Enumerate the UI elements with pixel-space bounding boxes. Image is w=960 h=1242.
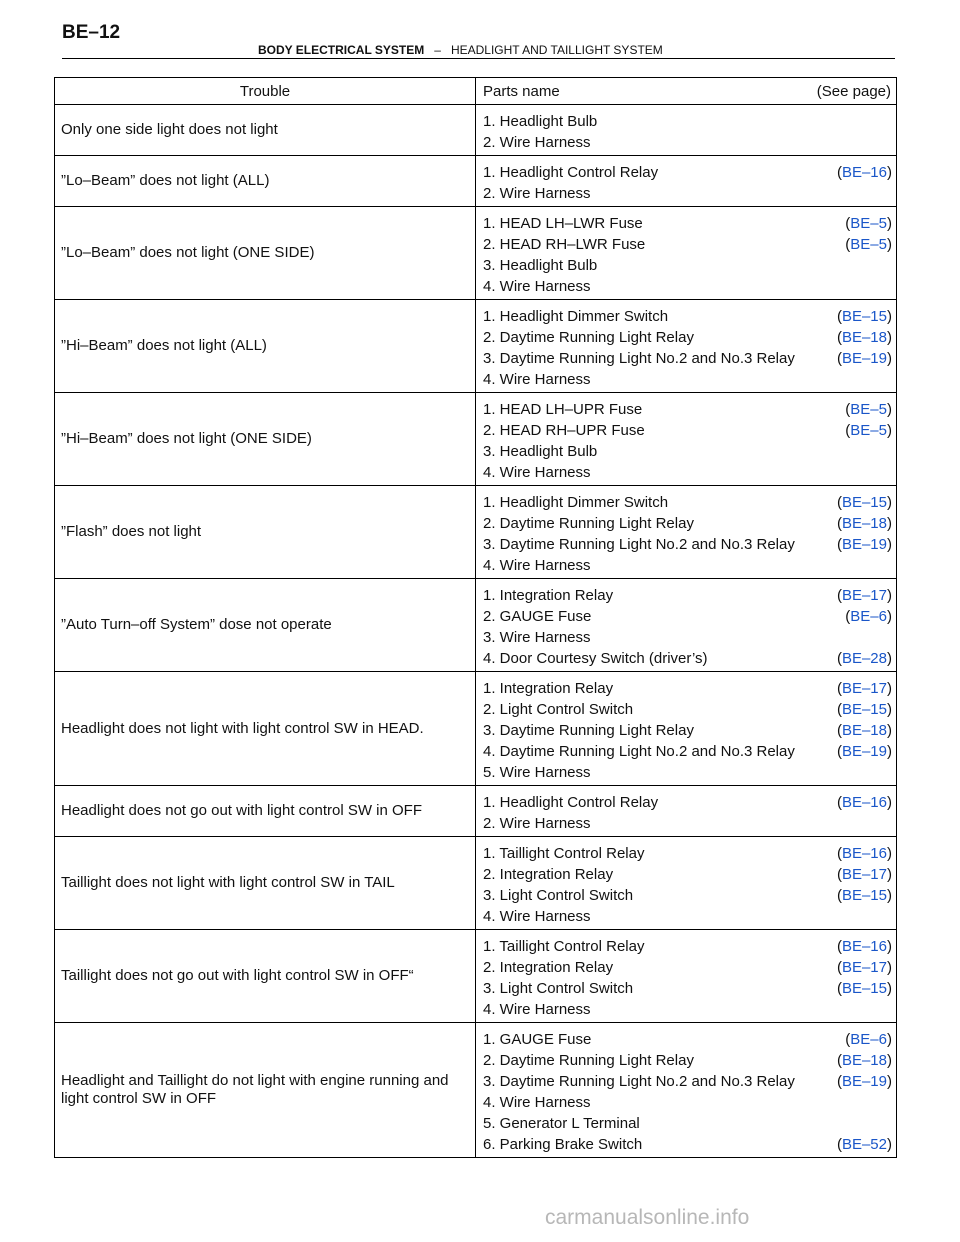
- part-name: 4. Wire Harness: [483, 557, 591, 574]
- part-item: [483, 864, 892, 885]
- parts-cell: [476, 393, 897, 486]
- part-item: [483, 1050, 892, 1071]
- table-header-row: [55, 78, 897, 105]
- part-name: 1. Integration Relay: [483, 680, 614, 697]
- page-reference: (BE–17): [836, 587, 892, 604]
- page-reference-link[interactable]: BE–15: [841, 980, 887, 997]
- part-item: [483, 648, 892, 669]
- page-reference-link[interactable]: BE–18: [841, 329, 887, 346]
- part-item: [483, 906, 892, 927]
- table-row: [55, 207, 897, 300]
- part-name: 6. Parking Brake Switch: [483, 1136, 643, 1153]
- page-reference-link[interactable]: BE–18: [841, 1052, 887, 1069]
- page-reference: (BE–18): [836, 329, 892, 346]
- page-reference: (BE–15): [836, 887, 892, 904]
- page-reference-link[interactable]: BE–52: [841, 1136, 887, 1153]
- table-row: [55, 786, 897, 837]
- page-reference: (BE–16): [836, 938, 892, 955]
- trouble-column-header: Trouble: [55, 78, 476, 105]
- part-item: [483, 276, 892, 297]
- subsystem-name: HEADLIGHT AND TAILLIGHT SYSTEM: [450, 43, 663, 57]
- part-name: 4. Wire Harness: [483, 371, 591, 388]
- page-reference: (BE–5): [845, 401, 892, 418]
- part-name: 4. Wire Harness: [483, 1001, 591, 1018]
- part-item: [483, 957, 892, 978]
- part-name: 3. Daytime Running Light Relay: [483, 722, 694, 739]
- page-reference: (BE–16): [836, 794, 892, 811]
- page-reference-link[interactable]: BE–6: [850, 608, 887, 625]
- part-name: 1. Headlight Control Relay: [483, 164, 659, 181]
- parts-cell: [476, 156, 897, 207]
- page-reference-link[interactable]: BE–16: [841, 938, 887, 955]
- part-item: [483, 513, 892, 534]
- page-reference-link[interactable]: BE–5: [850, 215, 887, 232]
- page-reference: (BE–19): [836, 743, 892, 760]
- part-name: 3. Daytime Running Light No.2 and No.3 Relay: [483, 1073, 795, 1090]
- page-reference: (BE–17): [836, 866, 892, 883]
- part-item: [483, 348, 892, 369]
- part-item: [483, 813, 892, 834]
- trouble-table: [54, 77, 897, 1158]
- part-item: [483, 162, 892, 183]
- parts-cell: [476, 930, 897, 1023]
- page-reference: (BE–28): [836, 650, 892, 667]
- part-item: [483, 132, 892, 153]
- part-name: 1. Taillight Control Relay: [483, 845, 645, 862]
- part-item: [483, 327, 892, 348]
- trouble-cell: Only one side light does not light: [55, 105, 476, 156]
- part-name: 2. Wire Harness: [483, 185, 591, 202]
- part-name: 2. Wire Harness: [483, 815, 591, 832]
- section-title: [258, 43, 663, 57]
- part-item: [483, 699, 892, 720]
- page-reference-link[interactable]: BE–18: [841, 515, 887, 532]
- part-name: 3. Light Control Switch: [483, 887, 634, 904]
- page-reference-link[interactable]: BE–16: [841, 794, 887, 811]
- page-reference-link[interactable]: BE–17: [841, 587, 887, 604]
- parts-cell: [476, 579, 897, 672]
- page-reference: (BE–18): [836, 1052, 892, 1069]
- part-item: [483, 255, 892, 276]
- part-name: 2. Wire Harness: [483, 134, 591, 151]
- part-name: 1. Headlight Dimmer Switch: [483, 308, 669, 325]
- page-reference-link[interactable]: BE–16: [841, 164, 887, 181]
- page-reference-link[interactable]: BE–19: [841, 536, 887, 553]
- page-reference-link[interactable]: BE–6: [850, 1031, 887, 1048]
- table-row: [55, 300, 897, 393]
- part-name: 2. Daytime Running Light Relay: [483, 1052, 694, 1069]
- part-item: [483, 1113, 892, 1134]
- page-reference-link[interactable]: BE–17: [841, 959, 887, 976]
- part-name: 2. Light Control Switch: [483, 701, 634, 718]
- part-item: [483, 399, 892, 420]
- part-item: [483, 978, 892, 999]
- page-reference: (BE–6): [845, 608, 892, 625]
- parts-column-header: [476, 78, 897, 105]
- part-item: [483, 1071, 892, 1092]
- page-reference-link[interactable]: BE–5: [850, 422, 887, 439]
- parts-cell: [476, 486, 897, 579]
- trouble-cell: ”Flash” does not light: [55, 486, 476, 579]
- page-reference: (BE–18): [836, 722, 892, 739]
- part-item: [483, 678, 892, 699]
- parts-name-header: Parts name: [483, 82, 560, 100]
- page-reference-link[interactable]: BE–28: [841, 650, 887, 667]
- part-name: 1. Taillight Control Relay: [483, 938, 645, 955]
- parts-cell: [476, 105, 897, 156]
- page-reference: (BE–5): [845, 215, 892, 232]
- trouble-cell: Headlight and Taillight do not light with engine running and light control SW in OFF: [55, 1023, 476, 1158]
- page-reference: (BE–17): [836, 959, 892, 976]
- part-name: 5. Generator L Terminal: [483, 1115, 640, 1132]
- part-item: [483, 606, 892, 627]
- part-item: [483, 585, 892, 606]
- parts-cell: [476, 207, 897, 300]
- part-item: [483, 306, 892, 327]
- page-reference: (BE–6): [845, 1031, 892, 1048]
- part-item: [483, 720, 892, 741]
- parts-cell: [476, 1023, 897, 1158]
- part-name: 1. Headlight Dimmer Switch: [483, 494, 669, 511]
- part-name: 2. Daytime Running Light Relay: [483, 329, 694, 346]
- page-reference: (BE–15): [836, 494, 892, 511]
- page-reference-link[interactable]: BE–19: [841, 1073, 887, 1090]
- header-rule: [62, 58, 895, 59]
- table-row: [55, 105, 897, 156]
- part-name: 3. Headlight Bulb: [483, 257, 598, 274]
- part-name: 3. Daytime Running Light No.2 and No.3 Relay: [483, 536, 795, 553]
- table-row: [55, 1023, 897, 1158]
- part-name: 2. Integration Relay: [483, 866, 614, 883]
- trouble-cell: Headlight does not light with light control SW in HEAD.: [55, 672, 476, 786]
- part-name: 3. Light Control Switch: [483, 980, 634, 997]
- part-item: [483, 369, 892, 390]
- part-item: [483, 627, 892, 648]
- part-item: [483, 492, 892, 513]
- part-name: 1. Headlight Control Relay: [483, 794, 659, 811]
- part-name: 5. Wire Harness: [483, 764, 591, 781]
- parts-cell: [476, 837, 897, 930]
- part-name: 4. Wire Harness: [483, 464, 591, 481]
- part-item: [483, 234, 892, 255]
- part-item: [483, 1134, 892, 1155]
- table-row: [55, 672, 897, 786]
- trouble-cell: ”Lo–Beam” does not light (ONE SIDE): [55, 207, 476, 300]
- table-row: [55, 486, 897, 579]
- page-reference-link[interactable]: BE–18: [841, 722, 887, 739]
- part-item: [483, 111, 892, 132]
- trouble-cell: Headlight does not go out with light control SW in OFF: [55, 786, 476, 837]
- trouble-cell: ”Hi–Beam” does not light (ONE SIDE): [55, 393, 476, 486]
- page-reference-link[interactable]: BE–17: [841, 680, 887, 697]
- part-name: 2. Daytime Running Light Relay: [483, 515, 694, 532]
- page-reference: (BE–15): [836, 308, 892, 325]
- part-item: [483, 1092, 892, 1113]
- part-item: [483, 999, 892, 1020]
- part-name: 2. GAUGE Fuse: [483, 608, 592, 625]
- page-number: BE–12: [62, 22, 121, 43]
- page-reference-link[interactable]: BE–17: [841, 866, 887, 883]
- page-reference: (BE–19): [836, 536, 892, 553]
- parts-cell: [476, 786, 897, 837]
- part-name: 4. Daytime Running Light No.2 and No.3 Relay: [483, 743, 795, 760]
- page-reference-link[interactable]: BE–5: [850, 401, 887, 418]
- part-name: 1. HEAD LH–UPR Fuse: [483, 401, 643, 418]
- part-item: [483, 843, 892, 864]
- part-item: [483, 792, 892, 813]
- page-reference-link[interactable]: BE–19: [841, 350, 887, 367]
- page-reference-link[interactable]: BE–15: [841, 887, 887, 904]
- table-row: [55, 930, 897, 1023]
- table-row: [55, 393, 897, 486]
- page-reference-link[interactable]: BE–5: [850, 236, 887, 253]
- page-reference: (BE–16): [836, 164, 892, 181]
- page-reference-link[interactable]: BE–16: [841, 845, 887, 862]
- parts-cell: [476, 300, 897, 393]
- see-page-header: (See page): [816, 82, 891, 100]
- part-name: 3. Daytime Running Light No.2 and No.3 Relay: [483, 350, 795, 367]
- part-item: [483, 420, 892, 441]
- page-reference: (BE–19): [836, 1073, 892, 1090]
- page-reference: (BE–15): [836, 980, 892, 997]
- part-item: [483, 534, 892, 555]
- page-reference: (BE–15): [836, 701, 892, 718]
- part-item: [483, 1029, 892, 1050]
- part-name: 4. Door Courtesy Switch (driver’s): [483, 650, 708, 667]
- table-row: [55, 837, 897, 930]
- trouble-cell: Taillight does not go out with light control SW in OFF“: [55, 930, 476, 1023]
- page-reference-link[interactable]: BE–19: [841, 743, 887, 760]
- part-name: 3. Headlight Bulb: [483, 443, 598, 460]
- page-reference: (BE–5): [845, 422, 892, 439]
- part-name: 2. Integration Relay: [483, 959, 614, 976]
- page-reference-link[interactable]: BE–15: [841, 494, 887, 511]
- trouble-cell: ”Lo–Beam” does not light (ALL): [55, 156, 476, 207]
- table-row: [55, 579, 897, 672]
- page-reference-link[interactable]: BE–15: [841, 701, 887, 718]
- part-name: 2. HEAD RH–LWR Fuse: [483, 236, 646, 253]
- part-name: 1. Headlight Bulb: [483, 113, 598, 130]
- page-reference: (BE–52): [836, 1136, 892, 1153]
- part-item: [483, 885, 892, 906]
- page-reference: (BE–17): [836, 680, 892, 697]
- parts-cell: [476, 672, 897, 786]
- part-name: 1. Integration Relay: [483, 587, 614, 604]
- system-name: BODY ELECTRICAL SYSTEM: [258, 43, 425, 57]
- part-name: 4. Wire Harness: [483, 278, 591, 295]
- trouble-cell: Taillight does not light with light control SW in TAIL: [55, 837, 476, 930]
- part-item: [483, 762, 892, 783]
- page-reference: (BE–16): [836, 845, 892, 862]
- trouble-cell: ”Auto Turn–off System” dose not operate: [55, 579, 476, 672]
- trouble-cell: ”Hi–Beam” does not light (ALL): [55, 300, 476, 393]
- part-item: [483, 441, 892, 462]
- part-name: 4. Wire Harness: [483, 908, 591, 925]
- part-item: [483, 555, 892, 576]
- part-name: 1. GAUGE Fuse: [483, 1031, 592, 1048]
- page-reference: (BE–19): [836, 350, 892, 367]
- part-item: [483, 936, 892, 957]
- table-row: [55, 156, 897, 207]
- part-name: 2. HEAD RH–UPR Fuse: [483, 422, 645, 439]
- page-reference: (BE–5): [845, 236, 892, 253]
- part-name: 1. HEAD LH–LWR Fuse: [483, 215, 643, 232]
- page-reference-link[interactable]: BE–15: [841, 308, 887, 325]
- watermark: carmanualsonline.info: [545, 1206, 750, 1229]
- title-separator: –: [434, 43, 441, 57]
- part-item: [483, 213, 892, 234]
- page-reference: (BE–18): [836, 515, 892, 532]
- part-item: [483, 741, 892, 762]
- part-item: [483, 462, 892, 483]
- part-item: [483, 183, 892, 204]
- part-name: 3. Wire Harness: [483, 629, 591, 646]
- part-name: 4. Wire Harness: [483, 1094, 591, 1111]
